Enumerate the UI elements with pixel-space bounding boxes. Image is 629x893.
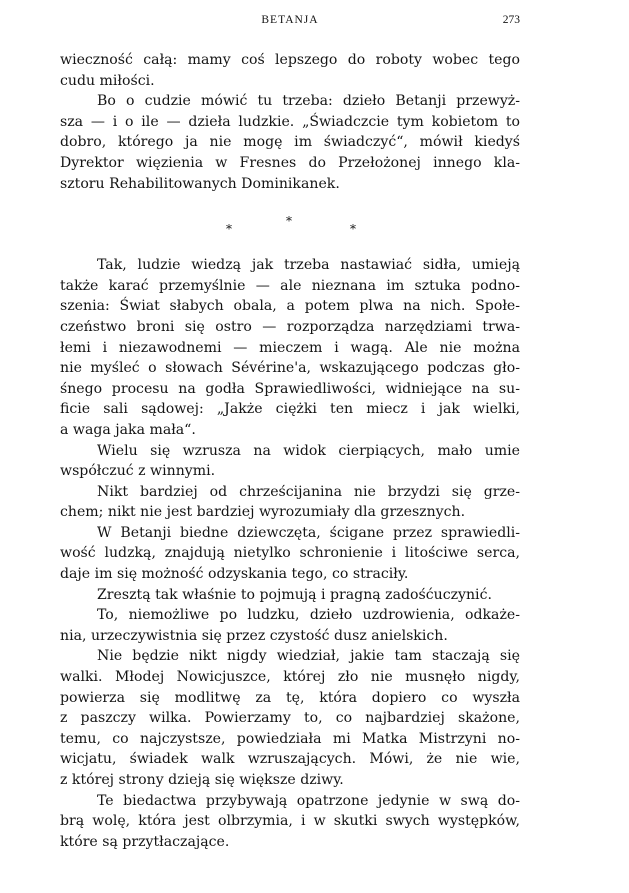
text-line: powierza się modlitwę za tę, która dopiero co wyszła bbox=[60, 689, 520, 706]
paragraph bbox=[60, 50, 520, 91]
paragraph bbox=[60, 585, 520, 606]
text-line: dobro, którego ja nie mogę im świadczyć“, mówił kiedyś bbox=[60, 134, 520, 151]
text-line: śnego procesu na godła Sprawiedliwości, widniejące na su- bbox=[60, 380, 520, 397]
text-line: a waga jaka mała“. bbox=[60, 421, 196, 438]
text-block-before-break bbox=[60, 50, 520, 194]
paragraph bbox=[60, 255, 520, 440]
text-line: także karać przemyślnie — ale nieznana im sztuka podno- bbox=[60, 277, 520, 294]
text-line: które są przytłaczające. bbox=[60, 833, 230, 850]
text-line: Nie będzie nikt nigdy wiedział, jakie tam staczają się bbox=[97, 648, 520, 665]
text-line: z paszczy wilka. Powierzamy to, co najbardziej skażone, bbox=[60, 710, 520, 727]
text-line: temu, co najczystsze, powiedziała mi Matka Mistrzyni no- bbox=[60, 730, 520, 747]
text-line: ficie sali sądowej: „Jakże ciężki ten miecz i jak wielki, bbox=[60, 401, 520, 418]
text-line: nie myśleć o słowach Sévérine'a, wskazującego podczas gło- bbox=[60, 360, 520, 377]
text-line: sza — i o ile — dzieła ludzkie. „Świadczcie tym kobietom to bbox=[60, 113, 520, 130]
text-line: Wielu się wzrusza na widok cierpiących, mało umie bbox=[97, 442, 520, 459]
running-head bbox=[60, 14, 520, 34]
body-text bbox=[60, 50, 520, 852]
text-line: szenia: Świat słabych obala, a potem plwa na nich. Społe- bbox=[60, 298, 520, 315]
text-line: Te biedactwa przybywają opatrzone jedynie w swą do- bbox=[97, 792, 520, 809]
paragraph bbox=[60, 523, 520, 585]
paragraph bbox=[60, 441, 520, 482]
text-line: wicjatu, świadek walk wzruszających. Mówi, że nie wie, bbox=[60, 751, 520, 768]
section-break-star: * bbox=[286, 214, 292, 229]
text-line: sztoru Rehabilitowanych Dominikanek. bbox=[60, 175, 340, 192]
text-line: daje im się możność odzyskania tego, co straciły. bbox=[60, 566, 409, 583]
text-line: walki. Młodej Nowicjuszce, której zło nie musnęło nigdy, bbox=[60, 669, 520, 686]
text-line: czeństwo broni się ostro — rozporządza narzędziami trwa- bbox=[60, 318, 520, 335]
text-line: W Betanji biedne dziewczęta, ścigane przez sprawiedli- bbox=[97, 524, 520, 541]
running-title: BETANJA bbox=[261, 14, 319, 26]
section-break-star: * bbox=[226, 222, 232, 237]
text-line: nia, urzeczywistnia się przez czystość dusz anielskich. bbox=[60, 627, 448, 644]
page-number: 273 bbox=[502, 14, 520, 26]
text-line: Dyrektor więzienia w Fresnes do Przełożonej innego kla- bbox=[60, 154, 520, 171]
text-line: wość ludzką, znajdują nietylko schronienie i litościwe serca, bbox=[60, 545, 520, 562]
paragraph bbox=[60, 646, 520, 790]
text-line: Nikt bardziej od chrześcijanina nie brzydzi się grze- bbox=[97, 483, 520, 500]
text-line: cudu miłości. bbox=[60, 72, 155, 89]
paragraph bbox=[60, 482, 520, 523]
paragraph bbox=[60, 91, 520, 194]
paragraph bbox=[60, 605, 520, 646]
section-break bbox=[60, 194, 520, 251]
text-line: Bo o cudzie mówić tu trzeba: dzieło Betanji przewyż- bbox=[97, 93, 520, 110]
text-line: łemi i niezawodnemi — mieczem i wagą. Ale nie można bbox=[60, 339, 520, 356]
text-line: wieczność całą: mamy coś lepszego do roboty wobec tego bbox=[60, 52, 520, 68]
text-line: To, niemożliwe po ludzku, dzieło uzdrowienia, odkaże- bbox=[97, 607, 520, 624]
text-line: brą wolę, która jest olbrzymia, i w skutki swych występków, bbox=[60, 813, 520, 830]
text-line: Tak, ludzie wiedzą jak trzeba nastawiać sidła, umieją bbox=[97, 257, 520, 274]
text-line: chem; nikt nie jest bardziej wyrozumiały dla grzesznych. bbox=[60, 504, 466, 521]
paragraph bbox=[60, 791, 520, 853]
text-line: z której strony dzieją się większe dziwy. bbox=[60, 772, 344, 788]
text-line: współczuć z winnymi. bbox=[60, 463, 216, 480]
text-line: Zresztą tak właśnie to pojmują i pragną zadośćuczynić. bbox=[97, 586, 492, 603]
text-block-after-break bbox=[60, 255, 520, 852]
section-break-star: * bbox=[350, 222, 356, 237]
